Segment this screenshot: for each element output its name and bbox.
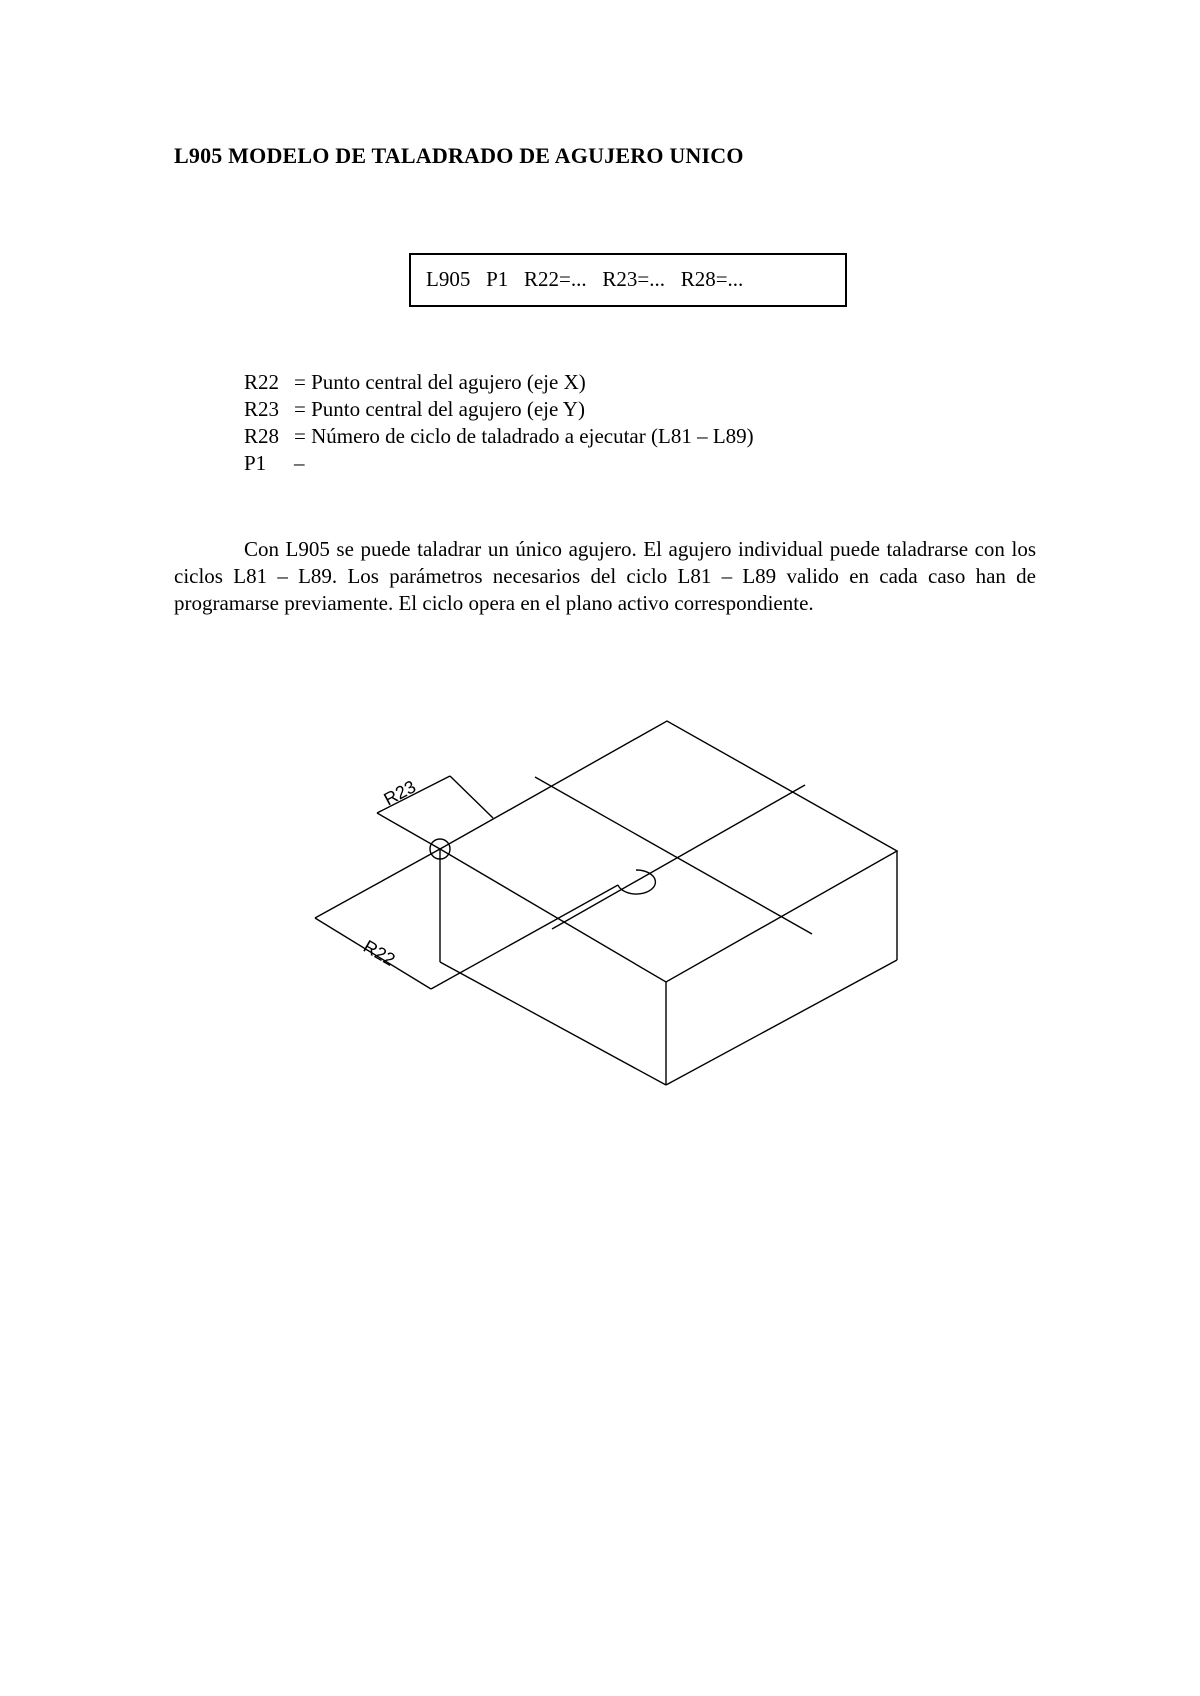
parameter-code: P1 [244, 451, 267, 475]
parameter-list [244, 369, 754, 477]
center-line-1 [535, 777, 812, 934]
parameter-description: = Punto central del agujero (eje Y) [294, 397, 585, 421]
parameter-row-r23 [244, 396, 754, 423]
r23-extension-2 [450, 776, 493, 818]
block-top-face [440, 721, 897, 982]
r23-label: R23 [380, 776, 420, 810]
parameter-code: R28 [244, 424, 280, 448]
parameter-row-p1 [244, 450, 754, 477]
r23-extension-1 [377, 813, 440, 849]
parameter-code: R22 [244, 370, 280, 394]
parameter-row-r28 [244, 423, 754, 450]
parameter-row-r22 [244, 369, 754, 396]
hole-circle [618, 870, 655, 894]
page-title: L905 MODELO DE TALADRADO DE AGUJERO UNICO [174, 143, 744, 168]
r22-extension-1 [315, 849, 440, 918]
parameter-description: = Punto central del agujero (eje X) [294, 370, 586, 394]
parameter-code: R23 [244, 397, 280, 421]
block-edge-bottom-left [440, 962, 666, 1085]
description-paragraph: Con L905 se puede taladrar un único agujero. El agujero individual puede taladrarse con los ciclos L81 – L89. Los parámetros necesarios del ciclo L81 – L89 valido en cada caso han de programarse previamente. El ciclo opera en el plano activo correspondiente. [174, 537, 1036, 615]
block-edge-bottom-right [666, 960, 897, 1085]
syntax-box: L905 P1 R22=... R23=... R28=... [409, 253, 847, 307]
parameter-description: – [294, 451, 305, 475]
center-line-2 [552, 785, 805, 929]
r22-label: R22 [360, 936, 399, 970]
drilling-diagram [300, 700, 920, 1105]
isometric-block-diagram [300, 700, 920, 1100]
parameter-description: = Número de ciclo de taladrado a ejecutar (L81 – L89) [294, 424, 754, 448]
